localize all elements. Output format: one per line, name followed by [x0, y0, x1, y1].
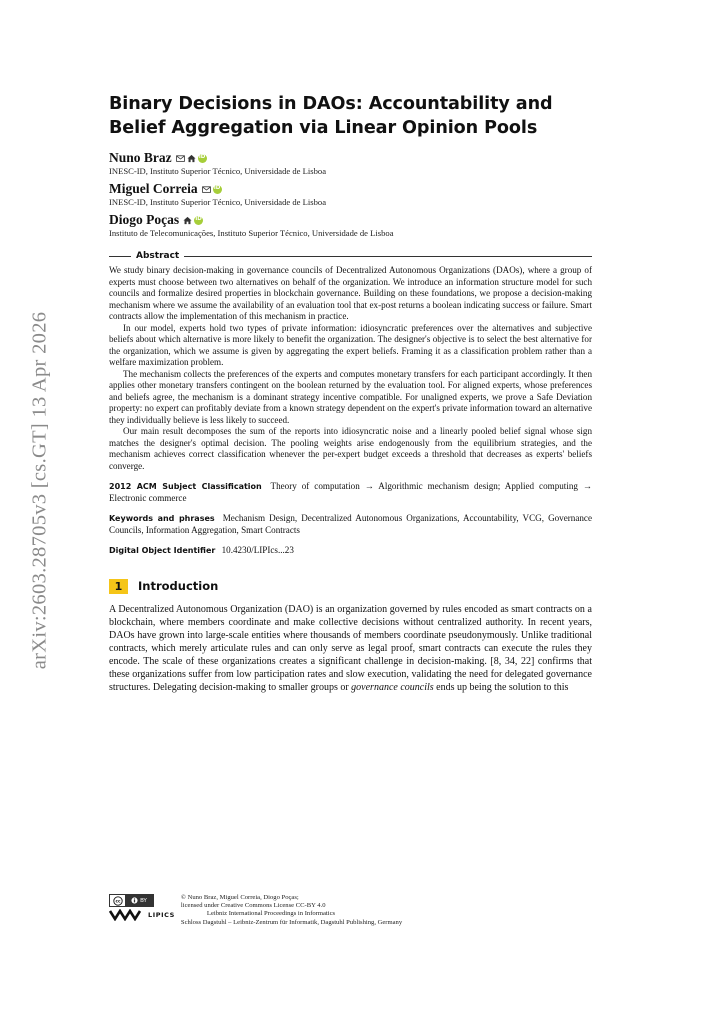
acm-text: Theory of computation → Algorithmic mechanism design; Applied computing → Electronic commerce — [109, 481, 592, 503]
envelope-icon[interactable] — [202, 185, 211, 194]
intro-emphasis: governance councils — [351, 681, 434, 693]
cc-by-license-badge[interactable] — [109, 894, 154, 907]
doi — [109, 545, 592, 557]
author-name: Nuno Braz — [109, 150, 172, 165]
author-affiliation: Instituto de Telecomunicações, Instituto Superior Técnico, Universidade de Lisboa — [109, 228, 394, 238]
footer-license: licensed under Creative Commons License CC-BY 4.0 — [180, 902, 326, 910]
abstract-paragraph-2: In our model, experts hold two types of private information: idiosyncratic preferences over the alternatives and subjective beliefs about which alternative is more likely to benefit the organization. The designer's objective is to select the best alternative for the organization, which we assume is given by aggregating the expert beliefs. Framing it as a classification problem rather than a welfare maximization problem. — [109, 322, 592, 367]
footer-series: Leibniz International Proceedings in Informatics — [206, 910, 336, 918]
section-title: Introduction — [138, 579, 219, 593]
abstract-heading — [109, 251, 592, 261]
orcid-icon[interactable]: iD — [194, 216, 203, 225]
author-block-2 — [109, 181, 592, 208]
footer-publisher: Schloss Dagstuhl – Leibniz-Zentrum für Informatik, Dagstuhl Publishing, Germany — [180, 918, 403, 926]
author-block-3 — [109, 212, 592, 239]
home-icon[interactable] — [187, 154, 196, 163]
svg-text:cc: cc — [115, 898, 120, 904]
abstract-label: Abstract — [136, 251, 180, 261]
title-line-2: Belief Aggregation via Linear Opinion Pools — [109, 118, 538, 138]
abstract-paragraph-3: The mechanism collects the preferences of the experts and computes monetary transfers for each participant accordingly. It then applies other monetary transfers contingent on the boolean returned by the evaluation tool. For aligned experts, whose preferences and beliefs agree, the mechanism is a dominant strategy incentive compatible. For unaligned experts, we prove a Safe Deviation property: no expert can profitably deviate from a known strategy dependent on the expert's private information toward an alternative they individually believe is less likely to succeed. — [109, 368, 592, 425]
lipics-label: LIPICS — [148, 911, 175, 919]
section-heading — [109, 579, 592, 594]
author-block-1 — [109, 150, 592, 177]
arxiv-identifier-stamp — [20, 300, 60, 680]
author-affiliation: INESC-ID, Instituto Superior Técnico, Universidade de Lisboa — [109, 197, 327, 207]
title-line-1: Binary Decisions in DAOs: Accountability and — [109, 94, 553, 114]
acm-classification — [109, 481, 592, 504]
doi-label: Digital Object Identifier — [109, 546, 216, 555]
keywords-text: Mechanism Design, Decentralized Autonomous Organizations, Accountability, VCG, Governance Councils, Information Aggregation, Smart Contracts — [109, 513, 592, 535]
author-name: Miguel Correia — [109, 181, 198, 196]
footer-copyright: © Nuno Braz, Miguel Correia, Diogo Poças; — [180, 894, 299, 901]
doi-text[interactable]: 10.4230/LIPIcs...23 — [221, 545, 294, 555]
creative-commons-icon — [113, 896, 123, 906]
page-footer — [109, 894, 592, 927]
abstract-paragraph-4: Our main result decomposes the sum of the reports into idiosyncratic noise and a linearly pooled belief signal whose sign matches the designer's optimal decision. The pooling weights arise endogenously from the equilibrium strategies, and the mechanism achieves correct classification whenever the per-expert budget exceeds a threshold that decreases as experts' beliefs converge. — [109, 426, 592, 471]
introduction-paragraph — [109, 603, 592, 694]
lipics-logo — [109, 909, 175, 921]
arxiv-identifier-text: arXiv:2603.28705v3 [cs.GT] 13 Apr 2026 — [28, 311, 51, 669]
orcid-icon[interactable]: iD — [213, 185, 222, 194]
acm-label: 2012 ACM Subject Classification — [109, 482, 262, 491]
attribution-icon — [131, 897, 138, 904]
abstract-rule-right — [184, 256, 592, 257]
orcid-icon[interactable]: iD — [198, 154, 207, 163]
lipics-wave-icon — [109, 909, 145, 921]
home-icon[interactable] — [183, 216, 192, 225]
abstract-body — [109, 265, 592, 472]
keywords — [109, 513, 592, 536]
intro-text-start: A Decentralized Autonomous Organization (DAO) is an organization governed by rules encoded as smart contracts on a blockchain, where members coordinate and make collective decisions without centralized authority. In recent years, DAOs have grown into large-scale entities where thousands of members coordinate pseudonymously. Unlike traditional contracts, which merely articulate rules and can only serve as legal proof, smart contracts can execute the rules they encode. The scale of these organizations creates a significant challenge in decision-making. [8, 34, 22] confirms that these organizations suffer from low participation rates and slow execution, validating the need for delegated governance structures. Delegating decision-making to smaller groups or — [109, 603, 592, 693]
author-affiliation: INESC-ID, Instituto Superior Técnico, Universidade de Lisboa — [109, 166, 327, 176]
author-name: Diogo Poças — [109, 212, 180, 227]
keywords-label: Keywords and phrases — [109, 514, 215, 523]
intro-text-end: ends up being the solution to this — [433, 681, 569, 693]
section-number: 1 — [109, 579, 128, 594]
envelope-icon[interactable] — [176, 154, 185, 163]
paper-title — [109, 92, 592, 140]
abstract-rule-left — [109, 256, 131, 257]
abstract-paragraph-1: We study binary decision-making in governance councils of Decentralized Autonomous Organizations (DAOs), where a group of experts must choose between two alternatives on behalf of the organization. We introduce an information structure model for such councils and formalize desired properties in blockchain governance. Building on these foundations, we propose a decision-making mechanism where we assume the availability of an evaluation tool that ex-post returns a boolean indicating success or failure. Smart contracts allow the implementation of this mechanism in practice. — [109, 265, 592, 321]
cc-by-label: BY — [140, 897, 147, 904]
paper-page — [109, 92, 592, 694]
